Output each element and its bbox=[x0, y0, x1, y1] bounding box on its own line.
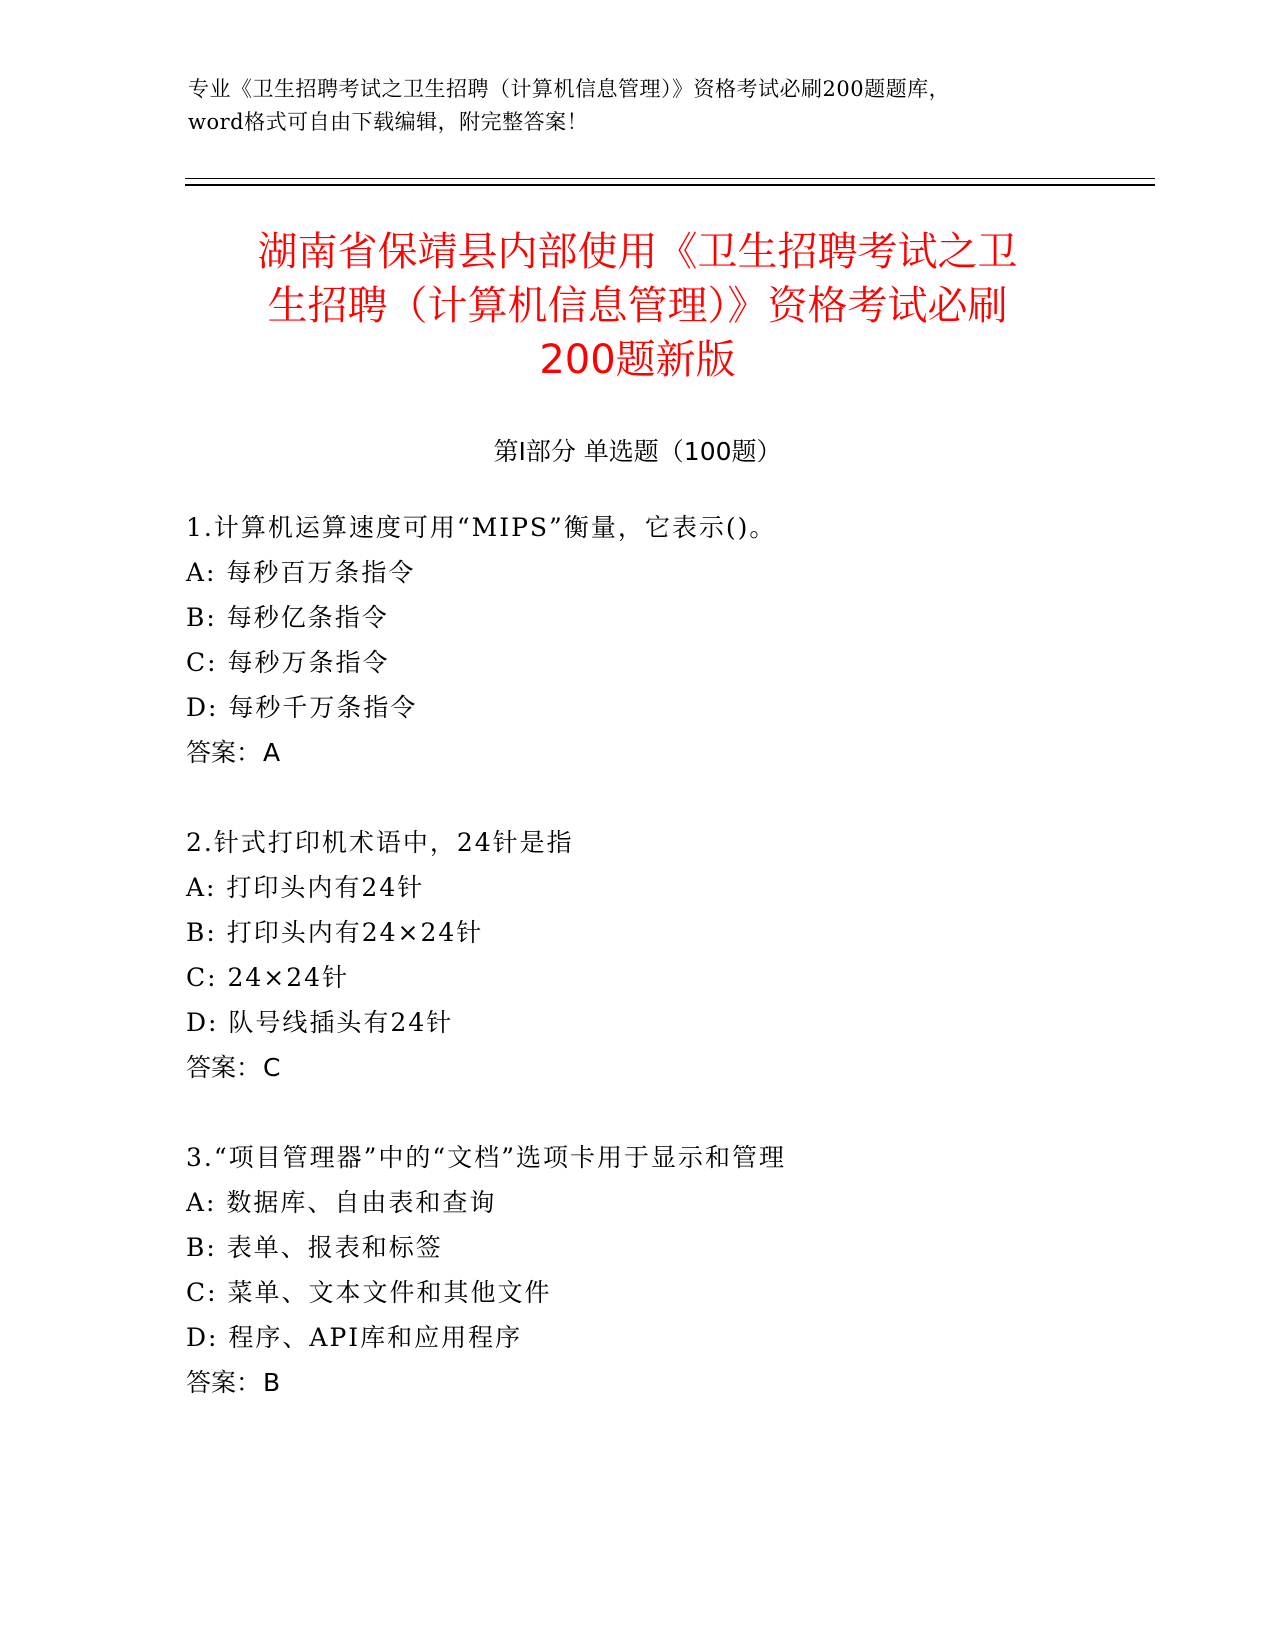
option-a: A: 每秒百万条指令 bbox=[186, 558, 416, 587]
header-line-2: word格式可自由下载编辑，附完整答案！ bbox=[188, 110, 589, 134]
option-d: D: 程序、API库和应用程序 bbox=[186, 1323, 523, 1352]
option-b: B: 表单、报表和标签 bbox=[186, 1233, 443, 1262]
question-stem: 1.计算机运算速度可用“MIPS”衡量，它表示()。 bbox=[186, 513, 777, 542]
option-b: B: 打印头内有24×24针 bbox=[186, 918, 484, 947]
answer-value: A bbox=[263, 738, 281, 767]
answer-label: 答案： bbox=[186, 1053, 262, 1082]
title-line-3: 200题新版 bbox=[539, 337, 736, 383]
title-line-1: 湖南省保靖县内部使用《卫生招聘考试之卫 bbox=[257, 229, 1018, 275]
option-a: A: 打印头内有24针 bbox=[186, 873, 425, 902]
section-title: 第Ⅰ部分 单选题（100题） bbox=[493, 437, 782, 466]
document-title bbox=[150, 225, 1125, 387]
answer-line bbox=[186, 1360, 1136, 1405]
question-block bbox=[186, 505, 1136, 775]
question-stem: 3.“项目管理器”中的“文档”选项卡用于显示和管理 bbox=[186, 1143, 786, 1172]
header-note bbox=[188, 73, 1108, 139]
option-b: B: 每秒亿条指令 bbox=[186, 603, 389, 632]
answer-value: C bbox=[263, 1053, 281, 1082]
question-block bbox=[186, 1135, 1136, 1405]
answer-line bbox=[186, 1045, 1136, 1090]
answer-label: 答案： bbox=[186, 738, 262, 767]
option-c: C: 每秒万条指令 bbox=[186, 648, 390, 677]
header-line-1: 专业《卫生招聘考试之卫生招聘（计算机信息管理）》资格考试必刷200题题库， bbox=[188, 77, 951, 101]
option-d: D: 队号线插头有24针 bbox=[186, 1008, 454, 1037]
header-divider-thin bbox=[185, 178, 1155, 179]
question-stem: 2.针式打印机术语中，24针是指 bbox=[186, 828, 574, 857]
question-block bbox=[186, 820, 1136, 1090]
option-d: D: 每秒千万条指令 bbox=[186, 693, 418, 722]
answer-label: 答案： bbox=[186, 1368, 262, 1397]
answer-line bbox=[186, 730, 1136, 775]
header-divider-thick bbox=[185, 184, 1155, 186]
answer-value: B bbox=[263, 1368, 281, 1397]
option-a: A: 数据库、自由表和查询 bbox=[186, 1188, 497, 1217]
option-c: C: 菜单、文本文件和其他文件 bbox=[186, 1278, 552, 1307]
option-c: C: 24×24针 bbox=[186, 963, 350, 992]
title-line-2: 生招聘（计算机信息管理）》资格考试必刷 bbox=[267, 283, 1008, 329]
